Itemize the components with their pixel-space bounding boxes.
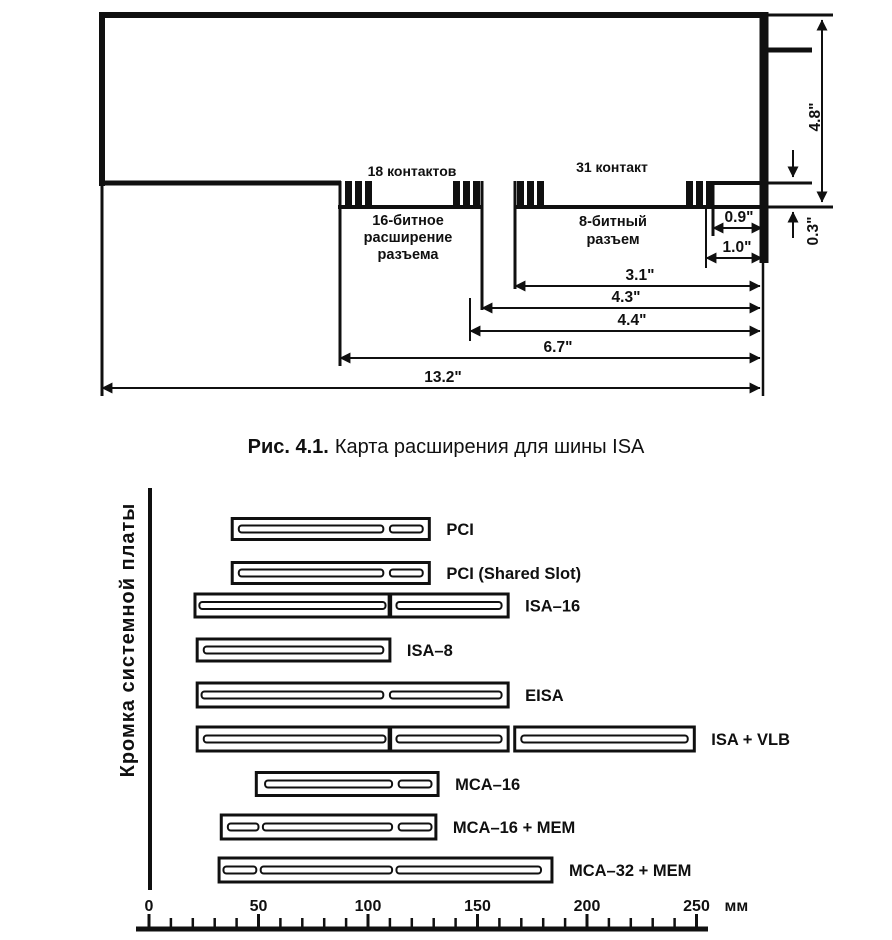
x-axis-tick-label: 50 [249,898,268,915]
slot-inner-groove [239,570,384,577]
slot-inner-groove [263,824,392,831]
connector16-label-line1: 16-битное [372,213,444,229]
slot-length-chart [117,488,790,929]
figure-caption [248,436,645,458]
slot-row-label: EISA [525,687,564,705]
contacts-16bit-label: 18 контактов [367,163,457,179]
slot-row [197,639,453,661]
contact-finger [527,181,534,205]
figure-caption-text: Карта расширения для шины ISA [334,436,645,458]
contact-finger [365,181,372,205]
dim-6-7-label: 6.7" [543,339,573,356]
contact-finger [696,181,703,205]
slot-inner-groove [399,781,432,788]
slot-row-label: ISA–8 [406,642,453,660]
slot-row-label: ISA + VLB [711,731,791,749]
slot-inner-groove [396,602,501,609]
dim-13-2-label: 13.2" [424,369,462,386]
slot-inner-groove [239,526,384,533]
dim-4-3-label: 4.3" [611,289,641,306]
contact-finger [473,181,480,205]
slot-inner-groove [396,736,501,743]
contact-finger [537,181,544,205]
x-axis-tick-label: 150 [464,898,491,915]
slot-inner-groove [390,570,423,577]
edge-connector-contacts [345,181,713,205]
connector16-label-line3: разъема [377,247,439,263]
slot-row-label: ISA–16 [525,597,581,616]
slot-row-label: MCA–32 + MEM [568,862,692,880]
connector16-label-line2: расширение [363,230,453,246]
dim-4-8-label: 4.8" [807,102,824,132]
connector8-label-line2: разъем [586,232,640,248]
x-axis-tick-label: 100 [354,898,382,915]
y-axis-label: Кромка системной платы [117,502,139,778]
slot-row [256,773,520,796]
slot-inner-groove [204,736,386,743]
contact-finger [706,181,713,205]
slot-inner-groove [390,526,423,533]
slot-inner-groove [399,824,432,831]
slot-inner-groove [223,867,256,874]
slot-inner-groove [521,736,687,743]
slot-inner-groove [228,824,259,831]
isa-card-diagram [99,12,833,396]
figure-caption-number: Рис. 4.1. [247,436,329,458]
contact-finger [517,181,524,205]
slot-row [232,519,474,540]
slot-row [197,683,564,707]
slot-row [219,858,691,882]
slot-row [197,727,790,751]
slot-inner-groove [199,602,385,609]
contact-finger [463,181,470,205]
contact-finger [453,181,460,205]
slot-inner-groove [261,867,392,874]
slot-inner-groove [202,692,384,699]
contact-finger [355,181,362,205]
dim-1-0-label: 1.0" [722,239,752,256]
dim-0-3-label: 0.3" [805,216,822,246]
slot-inner-groove [390,692,502,699]
x-axis-tick-label: 0 [144,898,154,915]
x-axis-unit-label: мм [724,898,749,915]
slot-row-label: PCI [446,521,474,539]
slot-row-label: PCI (Shared Slot) [446,565,582,583]
slot-inner-groove [204,647,384,654]
slot-row-label: MCA–16 + MEM [452,819,576,837]
slot-row [195,594,580,617]
contact-finger [686,181,693,205]
slot-row-label: MCA–16 [455,776,521,794]
x-axis-tick-label: 250 [683,898,710,915]
contacts-8bit-label: 31 контакт [576,159,648,175]
x-axis-tick-label: 200 [573,898,601,915]
slot-inner-groove [265,781,392,788]
dim-4-4-label: 4.4" [617,312,647,329]
slot-row [221,815,575,839]
dim-3-1-label: 3.1" [625,267,655,284]
contact-finger [345,181,352,205]
slot-row [232,563,581,584]
slot-chart-content [117,503,790,927]
dim-0-9-label: 0.9" [724,209,754,226]
slot-inner-groove [396,867,541,874]
connector8-label-line1: 8-битный [579,214,647,230]
